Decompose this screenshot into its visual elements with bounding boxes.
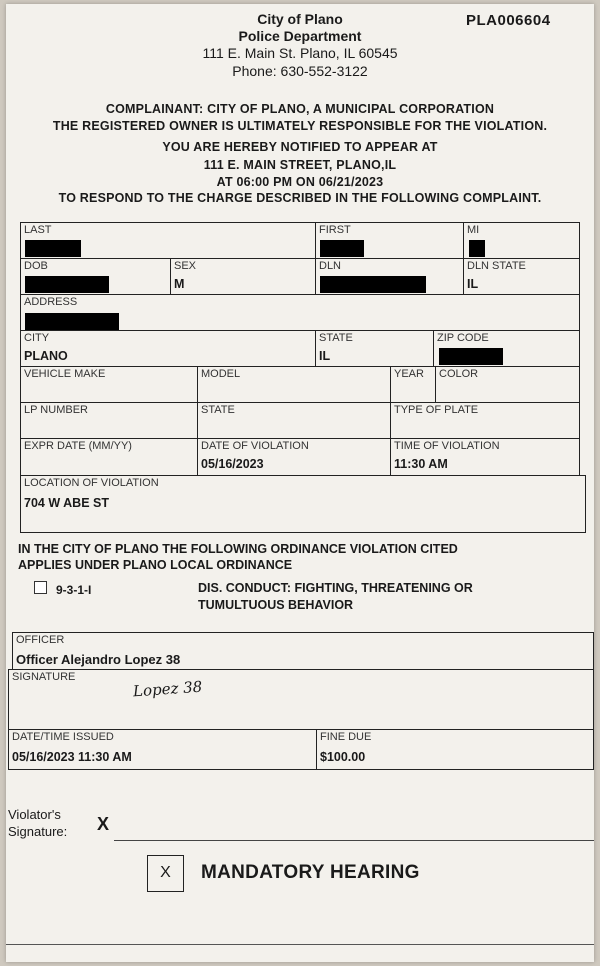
redaction-bar [25, 313, 119, 330]
ordinance-description-line2: TUMULTUOUS BEHAVIOR [198, 598, 354, 612]
time-of-violation-value: 11:30 AM [394, 457, 448, 471]
officer-label: OFFICER [16, 634, 65, 646]
dob-cell [20, 258, 171, 295]
violator-info-grid [20, 222, 580, 533]
sex-cell [170, 258, 316, 295]
notice-respond: TO RESPOND TO THE CHARGE DESCRIBED IN THE FOLLOWING COMPLAINT. [58, 191, 542, 205]
officer-signature-label: SIGNATURE [12, 671, 76, 683]
officer-signature-cell [8, 669, 594, 730]
mandatory-hearing-label: MANDATORY HEARING [201, 862, 420, 883]
ordinance-heading-line1: IN THE CITY OF PLANO THE FOLLOWING ORDINANCE VIOLATION CITED [18, 542, 458, 556]
time-of-violation-label: TIME OF VIOLATION [394, 440, 500, 452]
year-label: YEAR [394, 368, 424, 380]
dln-state-cell [463, 258, 580, 295]
state-value: IL [319, 349, 331, 363]
redaction-bar [320, 276, 426, 293]
violator-signature-label-line2: Signature: [8, 824, 68, 839]
officer-handwritten-signature: Lopez 38 [132, 677, 203, 701]
notice-appear: YOU ARE HEREBY NOTIFIED TO APPEAR AT [162, 140, 438, 154]
dln-state-label: DLN STATE [467, 260, 526, 272]
redaction-bar [439, 348, 503, 365]
city-name: City of Plano [257, 11, 343, 27]
department-phone: Phone: 630-552-3122 [232, 63, 368, 79]
city-cell [20, 330, 316, 367]
first-name-cell [315, 222, 464, 259]
fine-due-value: $100.00 [320, 750, 366, 764]
plate-state-cell [197, 402, 391, 439]
dln-label: DLN [319, 260, 342, 272]
redaction-bar [25, 276, 109, 293]
department-address: 111 E. Main St. Plano, IL 60545 [202, 45, 398, 61]
color-cell [435, 366, 580, 403]
location-of-violation-label: LOCATION OF VIOLATION [24, 477, 159, 489]
fine-due-label: FINE DUE [320, 731, 372, 743]
expiration-date-cell [20, 438, 198, 476]
sex-label: SEX [174, 260, 197, 272]
redaction-bar [25, 240, 81, 257]
date-issued-value: 05/16/2023 11:30 AM [12, 750, 132, 764]
first-name-label: FIRST [319, 224, 351, 236]
bottom-divider [6, 944, 594, 945]
state-label: STATE [319, 332, 353, 344]
zip-code-cell [433, 330, 580, 367]
signature-x-mark: X [97, 814, 110, 834]
mandatory-hearing-checkbox[interactable]: X [147, 855, 184, 892]
lp-number-label: LP NUMBER [24, 404, 88, 416]
fine-due-cell [316, 729, 594, 770]
ordinance-heading-line2: APPLIES UNDER PLANO LOCAL ORDINANCE [18, 558, 293, 572]
officer-name: Officer Alejandro Lopez 38 [16, 652, 181, 667]
model-label: MODEL [201, 368, 241, 380]
ticket-number: PLA006604 [466, 12, 551, 29]
middle-initial-cell [463, 222, 580, 259]
violator-signature-label [8, 806, 67, 840]
time-of-violation-cell [390, 438, 580, 476]
date-of-violation-value: 05/16/2023 [201, 457, 264, 471]
redaction-bar [320, 240, 364, 257]
violator-signature-line[interactable] [114, 840, 594, 841]
officer-cell [12, 632, 594, 670]
color-label: COLOR [439, 368, 479, 380]
ordinance-code: 9-3-1-I [56, 583, 92, 597]
redaction-bar [469, 240, 485, 257]
vehicle-make-cell [20, 366, 198, 403]
ordinance-checkbox[interactable] [34, 581, 47, 594]
last-name-label: LAST [24, 224, 52, 236]
location-of-violation-cell [20, 475, 586, 533]
dln-state-value: IL [467, 277, 479, 291]
ordinance-description-line1: DIS. CONDUCT: FIGHTING, THREATENING OR [198, 581, 473, 595]
department-name: Police Department [238, 28, 362, 44]
model-cell [197, 366, 391, 403]
date-of-violation-label: DATE OF VIOLATION [201, 440, 309, 452]
sex-value: M [174, 277, 185, 291]
last-name-cell [20, 222, 316, 259]
ordinance-description [198, 580, 473, 614]
city-value: PLANO [24, 349, 68, 363]
lp-number-cell [20, 402, 198, 439]
notice-complainant: COMPLAINANT: CITY OF PLANO, A MUNICIPAL CORPORATION [105, 102, 495, 116]
state-cell [315, 330, 434, 367]
type-of-plate-cell [390, 402, 580, 439]
dln-cell [315, 258, 464, 295]
year-cell [390, 366, 436, 403]
city-label: CITY [24, 332, 50, 344]
address-label: ADDRESS [24, 296, 78, 308]
notice-appear-datetime: AT 06:00 PM ON 06/21/2023 [216, 175, 384, 189]
expiration-date-label: EXPR DATE (MM/YY) [24, 440, 132, 452]
type-of-plate-label: TYPE OF PLATE [394, 404, 479, 416]
date-issued-label: DATE/TIME ISSUED [12, 731, 114, 743]
middle-initial-label: MI [467, 224, 480, 236]
notice-appear-address: 111 E. MAIN STREET, PLANO,IL [203, 158, 397, 172]
notice-owner-responsibility: THE REGISTERED OWNER IS ULTIMATELY RESPONSIBLE FOR THE VIOLATION. [52, 119, 548, 133]
violator-signature-label-line1: Violator's [8, 807, 61, 822]
address-cell [20, 294, 580, 331]
zip-code-label: ZIP CODE [437, 332, 489, 344]
vehicle-make-label: VEHICLE MAKE [24, 368, 106, 380]
dob-label: DOB [24, 260, 48, 272]
plate-state-label: STATE [201, 404, 235, 416]
date-issued-cell [8, 729, 317, 770]
date-of-violation-cell [197, 438, 391, 476]
ordinance-heading [18, 541, 458, 573]
location-of-violation-value: 704 W ABE ST [24, 496, 109, 510]
